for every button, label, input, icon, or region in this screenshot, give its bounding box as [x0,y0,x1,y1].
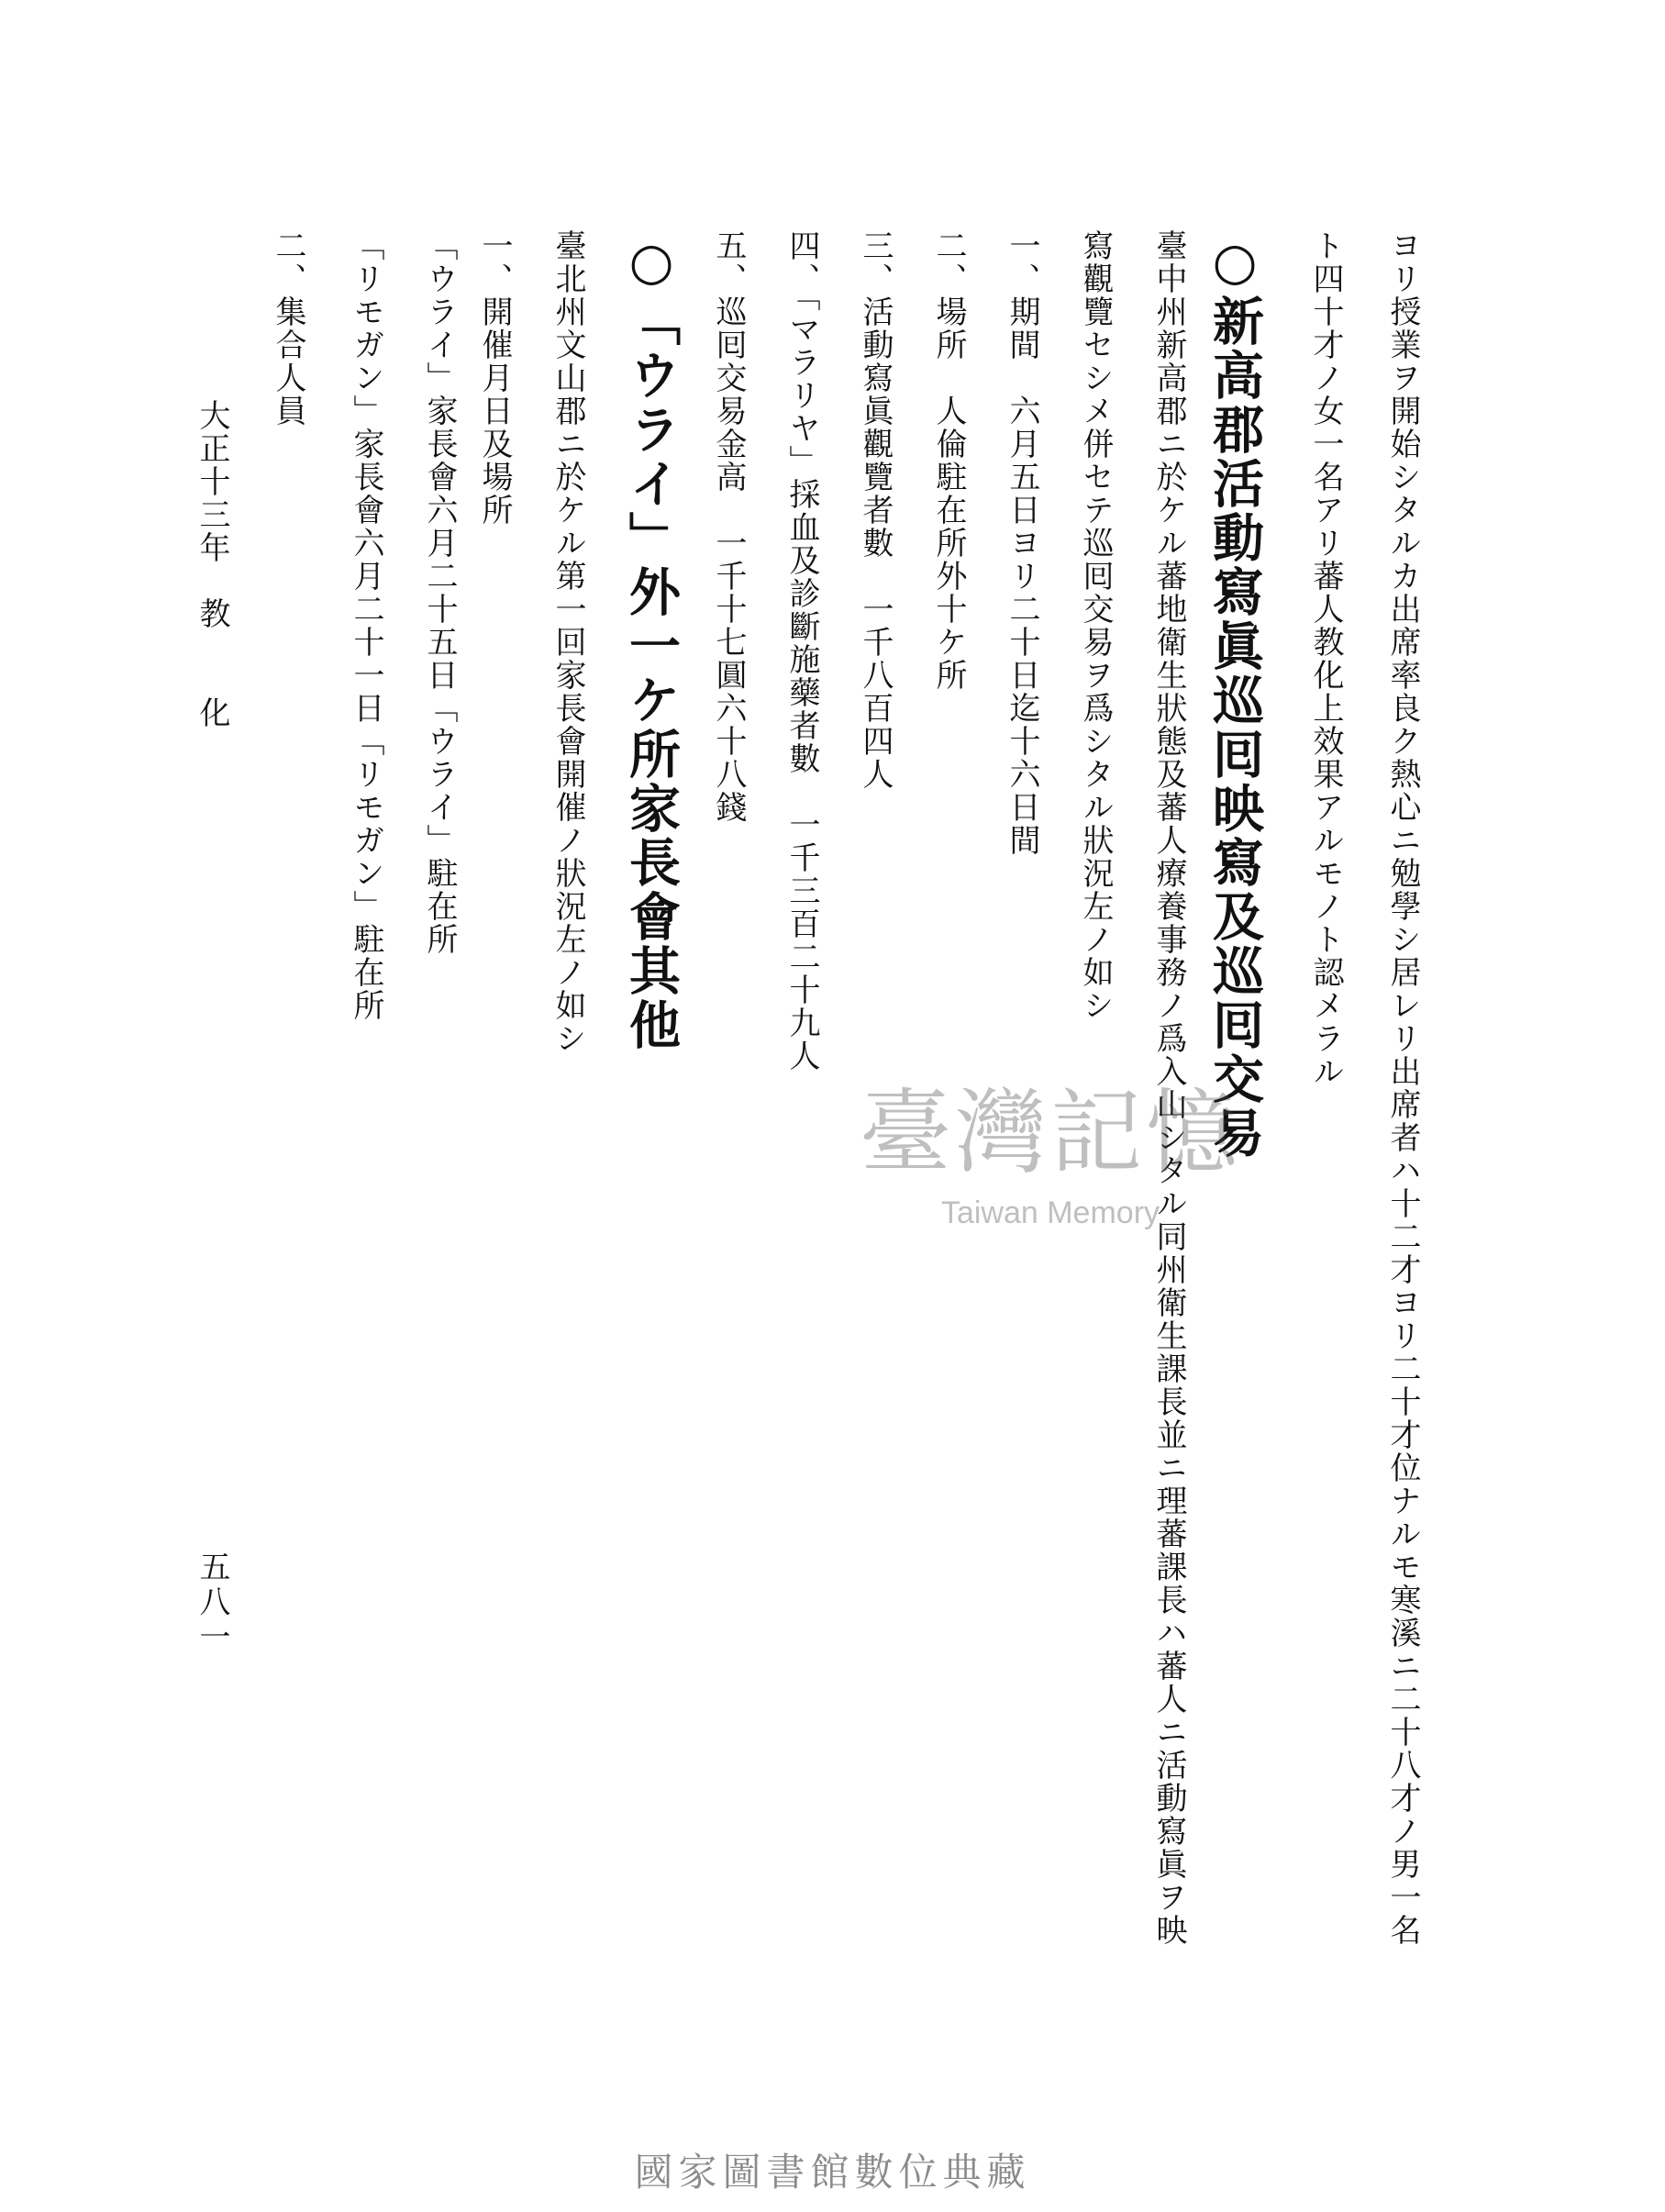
section-heading-niitaka: ○新高郡活動寫眞巡囘映寫及巡囘交易 [1204,231,1265,1161]
section-heading-urai: ○「ウライ」外一ケ所家長會其他 [621,231,682,1052]
text-column-2: ト四十才ノ女一名アリ蕃人教化上效果アルモノト認メラル [1307,229,1344,1088]
list-item-trade: 五、巡囘交易金高 一千十七圓六十八錢 [710,229,747,824]
list-item-date-place: 一、開催月日及場所 [476,229,513,527]
list-item-period: 一、期間 六月五日ヨリ二十日迄十六日間 [1004,229,1040,857]
page-number: 五八一 [194,1551,230,1655]
watermark-english: Taiwan Memory [940,1195,1160,1230]
running-head: 大正十三年 教 化 [194,399,230,729]
text-column-1: ヨリ授業ヲ開始シタルカ出席率良ク熱心ニ勉學シ居レリ出席者ハ十二才ヨリ二十才位ナルモ寒溪ニ二十八才ノ男一名 [1384,229,1421,1947]
list-item-place: 二、場所 人倫駐在所外十ケ所 [930,229,967,692]
text-column-15: 「リモガン」家長會六月二十一日「リモガン」駐在所 [348,229,384,1022]
footer-library-credit: 國家圖書館數位典藏 [634,2150,1031,2195]
list-item-attendees: 二、集合人員 [270,229,306,428]
watermark [821,1079,1280,1252]
list-item-viewers: 三、活動寫眞觀覽者數 一千八百四人 [857,229,894,791]
text-column-12: 臺北州文山郡ニ於ケル第一回家長會開催ノ狀況左ノ如シ [549,229,586,1055]
text-column-14: 「ウライ」家長會六月二十五日「ウライ」駐在所 [421,229,458,956]
text-column-4: 臺中州新高郡ニ於ケル蕃地衛生狀態及蕃人療養事務ノ爲入山シタル同州衛生課長並ニ理蕃課長ハ蕃人ニ活動寫眞ヲ映 [1150,229,1187,1947]
watermark-chinese: 臺灣記憶 [860,1079,1241,1186]
list-item-malaria: 四、「マラリヤ」採血及診斷施藥者數 一千三百二十九人 [783,229,820,1073]
text-column-5: 寫觀覽セシメ併セテ巡囘交易ヲ爲シタル狀況左ノ如シ [1077,229,1114,1022]
